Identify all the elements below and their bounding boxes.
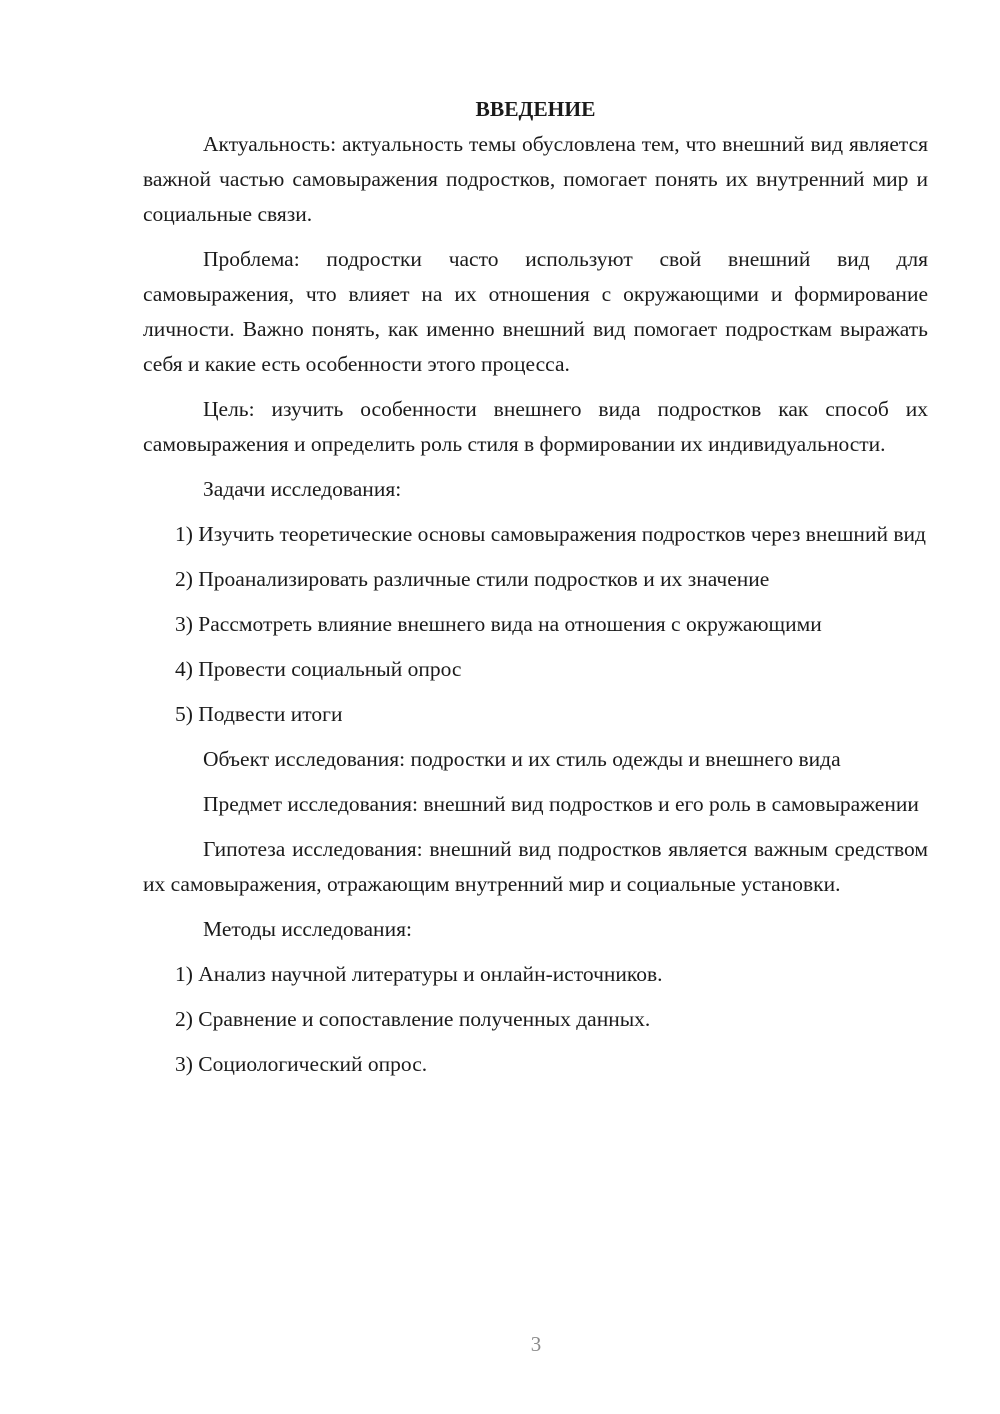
section-title: ВВЕДЕНИЕ bbox=[475, 97, 596, 121]
method-item: 1) Анализ научной литературы и онлайн-источников. bbox=[175, 962, 663, 986]
page-number: 3 bbox=[530, 1332, 542, 1356]
hypothesis-paragraph: Гипотеза исследования: внешний вид подростков является важным средством их самовыражения, отражающим внутренний мир и социальные установки. bbox=[143, 837, 928, 896]
relevance-paragraph: Актуальность: актуальность темы обусловлена тем, что внешний вид является важной частью самовыражения подростков, помогает понять их внутренний мир и социальные связи. bbox=[143, 132, 928, 226]
methods-heading: Методы исследования: bbox=[203, 917, 412, 941]
task-item: 4) Провести социальный опрос bbox=[175, 657, 462, 681]
method-item: 2) Сравнение и сопоставление полученных данных. bbox=[175, 1007, 651, 1031]
object-paragraph: Объект исследования: подростки и их стиль одежды и внешнего вида bbox=[203, 747, 841, 771]
method-item: 3) Социологический опрос. bbox=[175, 1052, 428, 1076]
task-item: 1) Изучить теоретические основы самовыражения подростков через внешний вид bbox=[175, 522, 926, 546]
task-item: 2) Проанализировать различные стили подростков и их значение bbox=[175, 567, 770, 591]
document-page bbox=[143, 92, 928, 1082]
task-item: 5) Подвести итоги bbox=[175, 702, 343, 726]
task-item: 3) Рассмотреть влияние внешнего вида на отношения с окружающими bbox=[175, 612, 822, 636]
problem-paragraph: Проблема: подростки часто используют свой внешний вид для самовыражения, что влияет на их отношения с окружающими и формирование личности. Важно понять, как именно внешний вид помогает подросткам выражать себя и какие есть особенности этого процесса. bbox=[143, 247, 928, 376]
goal-paragraph: Цель: изучить особенности внешнего вида подростков как способ их самовыражения и определить роль стиля в формировании их индивидуальности. bbox=[143, 397, 928, 456]
subject-paragraph: Предмет исследования: внешний вид подростков и его роль в самовыражении bbox=[203, 792, 919, 816]
tasks-heading: Задачи исследования: bbox=[203, 477, 402, 501]
